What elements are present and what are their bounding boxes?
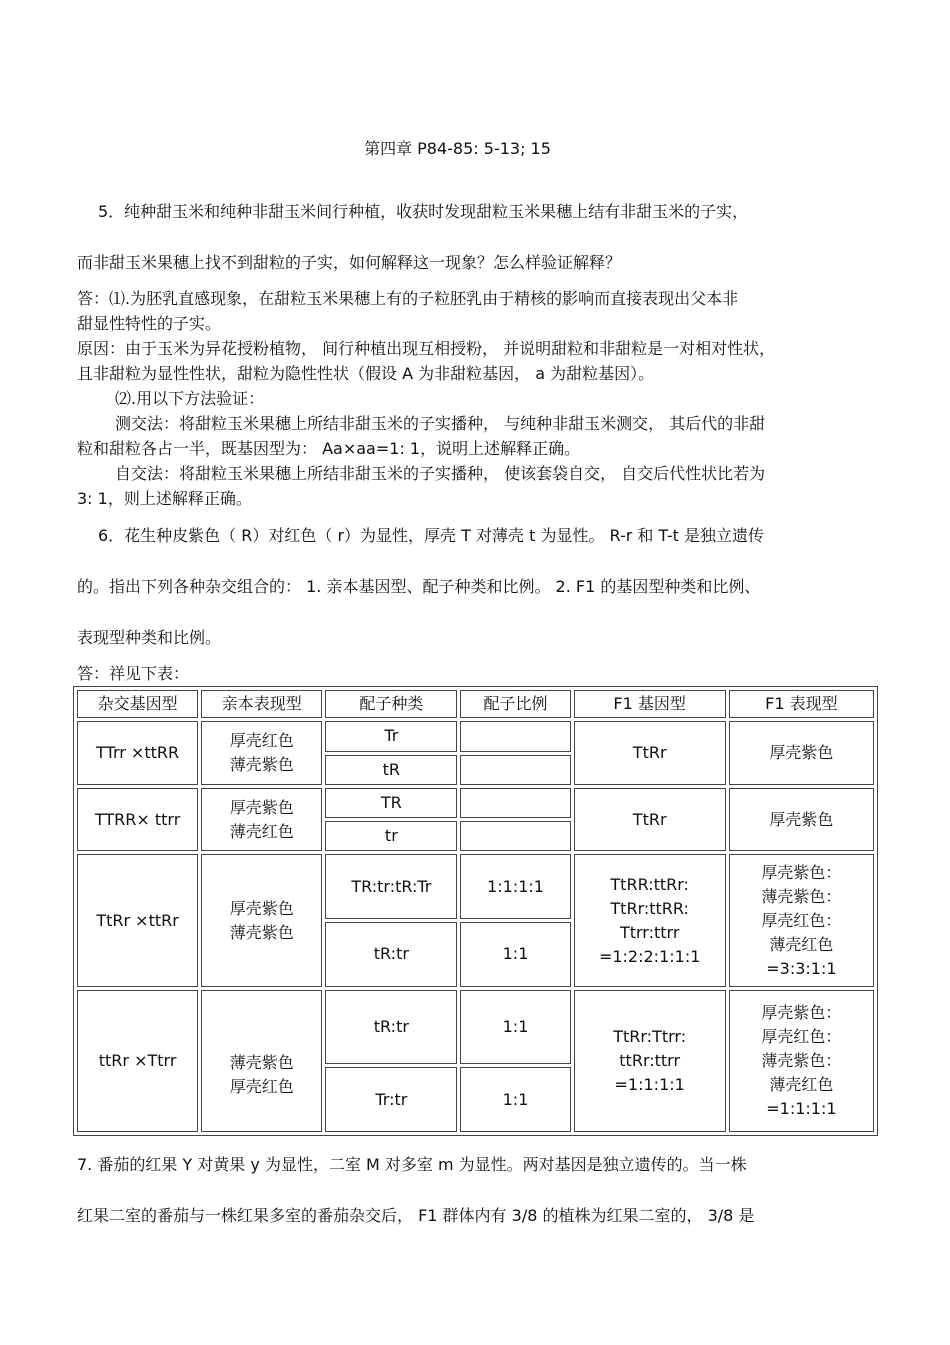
cross-cell: ttRr ×Ttrr bbox=[77, 990, 198, 1132]
ratio-cell: 1:1 bbox=[460, 922, 570, 987]
f1-phenotype-cell: 厚壳紫色： 厚壳红色： 薄壳紫色： 薄壳红色 =1:1:1:1 bbox=[729, 990, 874, 1132]
q5-answer-6: 测交法：将甜粒玉米果穗上所结非甜玉米的子实播种， 与纯种非甜玉米测交， 其后代的非甜 bbox=[115, 414, 766, 433]
q5-answer-7: 粒和甜粒各占一半，既基因型为： Aa×aa=1: 1，说明上述解释正确。 bbox=[77, 439, 581, 458]
q5-line2: 而非甜玉米果穗上找不到甜粒的子实，如何解释这一现象？怎么样验证解释？ bbox=[77, 253, 622, 272]
q5-answer-2: 甜显性特性的子实。 bbox=[77, 314, 222, 333]
table-header-row bbox=[77, 690, 874, 718]
cross-cell: TTRR× ttrr bbox=[77, 788, 198, 852]
table-row bbox=[77, 990, 874, 1065]
gamete-cell: TR:tr:tR:Tr bbox=[325, 854, 457, 919]
ratio-cell bbox=[460, 755, 570, 785]
q5-answer-4: 且非甜粒为显性性状，甜粒为隐性性状（假设 A 为非甜粒基因， a 为甜粒基因）。 bbox=[77, 364, 655, 383]
header-parent-phenotype: 亲本表现型 bbox=[201, 690, 322, 718]
q5-answer-1: 答：⑴.为胚乳直感现象，在甜粒玉米果穗上有的子粒胚乳由于精核的影响而直接表现出父本非 bbox=[77, 289, 739, 308]
q6-line3: 表现型种类和比例。 bbox=[77, 628, 222, 647]
header-cross: 杂交基因型 bbox=[77, 690, 198, 718]
f1-phenotype-cell: 厚壳紫色 bbox=[729, 721, 874, 785]
header-gamete-types: 配子种类 bbox=[325, 690, 457, 718]
ratio-cell: 1:1 bbox=[460, 1067, 570, 1132]
ratio-cell: 1:1:1:1 bbox=[460, 854, 570, 919]
f1-genotype-cell: TtRR:ttRr: TtRr:ttRR: Ttrr:ttrr =1:2:2:1:1:1 bbox=[574, 854, 726, 986]
parent-phenotype-cell: 薄壳紫色 厚壳红色 bbox=[201, 990, 322, 1132]
f1-genotype-cell: TtRr bbox=[574, 788, 726, 852]
cross-cell: TTrr ×ttRR bbox=[77, 721, 198, 785]
f1-phenotype-cell: 厚壳紫色： 薄壳紫色： 厚壳红色： 薄壳红色 =3:3:1:1 bbox=[729, 854, 874, 986]
q6-answer: 答：祥见下表： bbox=[77, 664, 190, 683]
q5-answer-9: 3: 1，则上述解释正确。 bbox=[77, 489, 252, 508]
page-title: 第四章 P84-85: 5-13; 15 bbox=[364, 139, 551, 158]
table-row bbox=[77, 721, 874, 751]
cross-cell: TtRr ×ttRr bbox=[77, 854, 198, 986]
q5-answer-8: 自交法：将甜粒玉米果穗上所结非甜玉米的子实播种， 使该套袋自交， 自交后代性状比若为 bbox=[115, 464, 766, 483]
q5-answer-5: ⑵.用以下方法验证： bbox=[115, 389, 265, 408]
gamete-cell: Tr:tr bbox=[325, 1067, 457, 1132]
gamete-cell: tR:tr bbox=[325, 990, 457, 1065]
table-row bbox=[77, 788, 874, 818]
q6-line1: 6．花生种皮紫色（ R）对红色（ r）为显性，厚壳 T 对薄壳 t 为显性。 R-r 和 T-t 是独立遗传 bbox=[98, 526, 764, 545]
gamete-cell: tR:tr bbox=[325, 922, 457, 987]
parent-phenotype-cell: 厚壳紫色 薄壳紫色 bbox=[201, 854, 322, 986]
gamete-cell: tr bbox=[325, 821, 457, 851]
gamete-cell: TR bbox=[325, 788, 457, 818]
q7-line2: 红果二室的番茄与一株红果多室的番茄杂交后， F1 群体内有 3/8 的植株为红果二室的， 3/8 是 bbox=[77, 1206, 755, 1225]
parent-phenotype-cell: 厚壳紫色 薄壳红色 bbox=[201, 788, 322, 852]
f1-genotype-cell: TtRr:Ttrr: ttRr:ttrr =1:1:1:1 bbox=[574, 990, 726, 1132]
q7-line1: 7. 番茄的红果 Y 对黄果 y 为显性，二室 M 对多室 m 为显性。两对基因是独立遗传的。当一株 bbox=[77, 1155, 747, 1174]
q5-answer-3: 原因：由于玉米为异花授粉植物， 间行种植出现互相授粉， 并说明甜粒和非甜粒是一对相对性状， bbox=[77, 339, 776, 358]
q6-line2: 的。指出下列各种杂交组合的： 1. 亲本基因型、配子种类和比例。 2. F1 的基因型种类和比例、 bbox=[77, 577, 761, 596]
gamete-cell: tR bbox=[325, 755, 457, 785]
ratio-cell bbox=[460, 788, 570, 818]
gamete-cell: Tr bbox=[325, 721, 457, 751]
f1-genotype-cell: TtRr bbox=[574, 721, 726, 785]
genetics-table bbox=[73, 686, 878, 1136]
ratio-cell bbox=[460, 821, 570, 851]
q5-line1: 5．纯种甜玉米和纯种非甜玉米间行种植，收获时发现甜粒玉米果穗上结有非甜玉米的子实， bbox=[98, 202, 749, 221]
header-f1-phenotype: F1 表现型 bbox=[729, 690, 874, 718]
f1-phenotype-cell: 厚壳紫色 bbox=[729, 788, 874, 852]
ratio-cell: 1:1 bbox=[460, 990, 570, 1065]
parent-phenotype-cell: 厚壳红色 薄壳紫色 bbox=[201, 721, 322, 785]
header-f1-genotype: F1 基因型 bbox=[574, 690, 726, 718]
table-row bbox=[77, 854, 874, 919]
header-gamete-ratio: 配子比例 bbox=[460, 690, 570, 718]
ratio-cell bbox=[460, 721, 570, 751]
